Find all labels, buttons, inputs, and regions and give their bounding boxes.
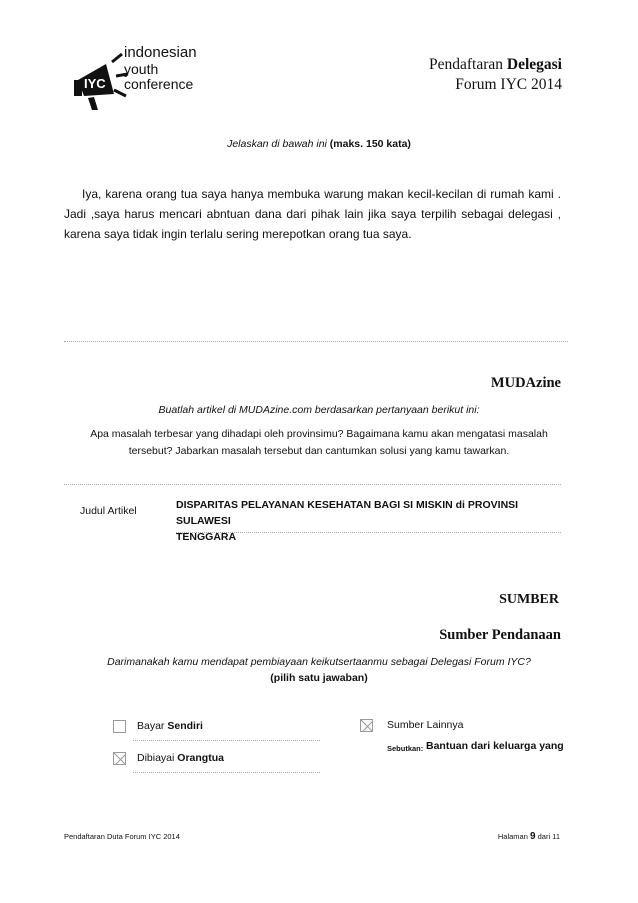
option-sumber-lainnya[interactable]: Sumber Lainnya: [387, 719, 464, 731]
sumber-question: Darimanakah kamu mendapat pembiayaan keikutsertaanmu sebagai Delegasi Forum IYC?: [107, 656, 531, 668]
divider: [64, 484, 561, 485]
sumber-subheading: Sumber Pendanaan: [439, 627, 561, 643]
intro-prompt-italic: Jelaskan di bawah ini: [227, 138, 330, 150]
checkbox-sumber-lainnya[interactable]: [360, 719, 373, 732]
footer-left: Pendaftaran Duta Forum IYC 2014: [64, 832, 180, 841]
mudazine-heading: MUDAzine: [490, 375, 561, 391]
option-dibiayai-orangtua[interactable]: [137, 752, 224, 764]
mudazine-question: [0, 426, 638, 460]
logo-line1: indonesian: [124, 44, 197, 61]
option-label-bold: Sendiri: [167, 720, 203, 732]
megaphone-icon: [72, 50, 130, 112]
iyc-logo: [72, 46, 212, 116]
cross-check-icon: [361, 720, 373, 732]
footer-page: [498, 831, 560, 842]
header-title-plain: Pendaftaran: [428, 56, 507, 73]
question-line2: tersebut? Jabarkan masalah tersebut dan cantumkan solusi yang kamu tawarkan.: [128, 445, 510, 457]
option-underline: [133, 740, 320, 741]
cross-check-icon: [114, 753, 126, 765]
option-label-bold: Orangtua: [177, 752, 224, 764]
option-label-plain: Dibiayai: [137, 752, 178, 764]
answer-text: Iya, karena orang tua saya hanya membuka warung makan kecil-kecilan di rumah kami . Jadi ,saya harus mencari abntuan dana dari pihak lain jika saya terpilih sebagai delegasi , karena saya tidak ingin terlalu sering merepotkan orang tua saya.: [64, 187, 561, 241]
header-subtitle: Forum IYC 2014: [455, 76, 562, 93]
intro-prompt-bold: (maks. 150 kata): [329, 138, 411, 150]
other-source-label: Sebutkan:: [387, 744, 424, 753]
sumber-heading: SUMBER: [499, 592, 559, 607]
option-label-plain: Bayar: [137, 720, 168, 732]
article-title-field[interactable]: [176, 497, 566, 545]
logo-line3: conference: [124, 76, 194, 92]
article-title-line1: DISPARITAS PELAYANAN KESEHATAN BAGI SI MISKIN di PROVINSI SULAWESI: [176, 499, 519, 527]
intro-prompt: [0, 138, 638, 150]
option-underline: [133, 772, 320, 773]
logo-line2: youth: [124, 61, 159, 77]
option-bayar-sendiri[interactable]: [137, 720, 203, 732]
header-title: [429, 55, 562, 75]
divider: [64, 341, 568, 342]
header-title-bold: Delegasi: [506, 56, 562, 73]
logo-mark: IYC: [84, 76, 106, 91]
page-number: 9: [529, 831, 536, 842]
mudazine-instruction: Buatlah artikel di MUDAzine.com berdasarkan pertanyaan berikut ini:: [158, 404, 480, 416]
article-title-label: Judul Artikel: [80, 505, 137, 517]
checkbox-dibiayai-orangtua[interactable]: [113, 752, 126, 765]
field-underline: [176, 532, 561, 533]
sumber-hint: (pilih satu jawaban): [270, 672, 368, 684]
article-title-line2: TENGGARA: [176, 531, 237, 543]
question-line1: Apa masalah terbesar yang dihadapi oleh provinsimu? Bagaimana kamu akan mengatasi masalah: [90, 428, 548, 440]
checkbox-bayar-sendiri[interactable]: [113, 720, 126, 733]
other-source-field[interactable]: Bantuan dari keluarga yang: [426, 740, 564, 752]
page-suffix: dari 11: [535, 832, 560, 841]
page-prefix: Halaman: [497, 832, 530, 841]
